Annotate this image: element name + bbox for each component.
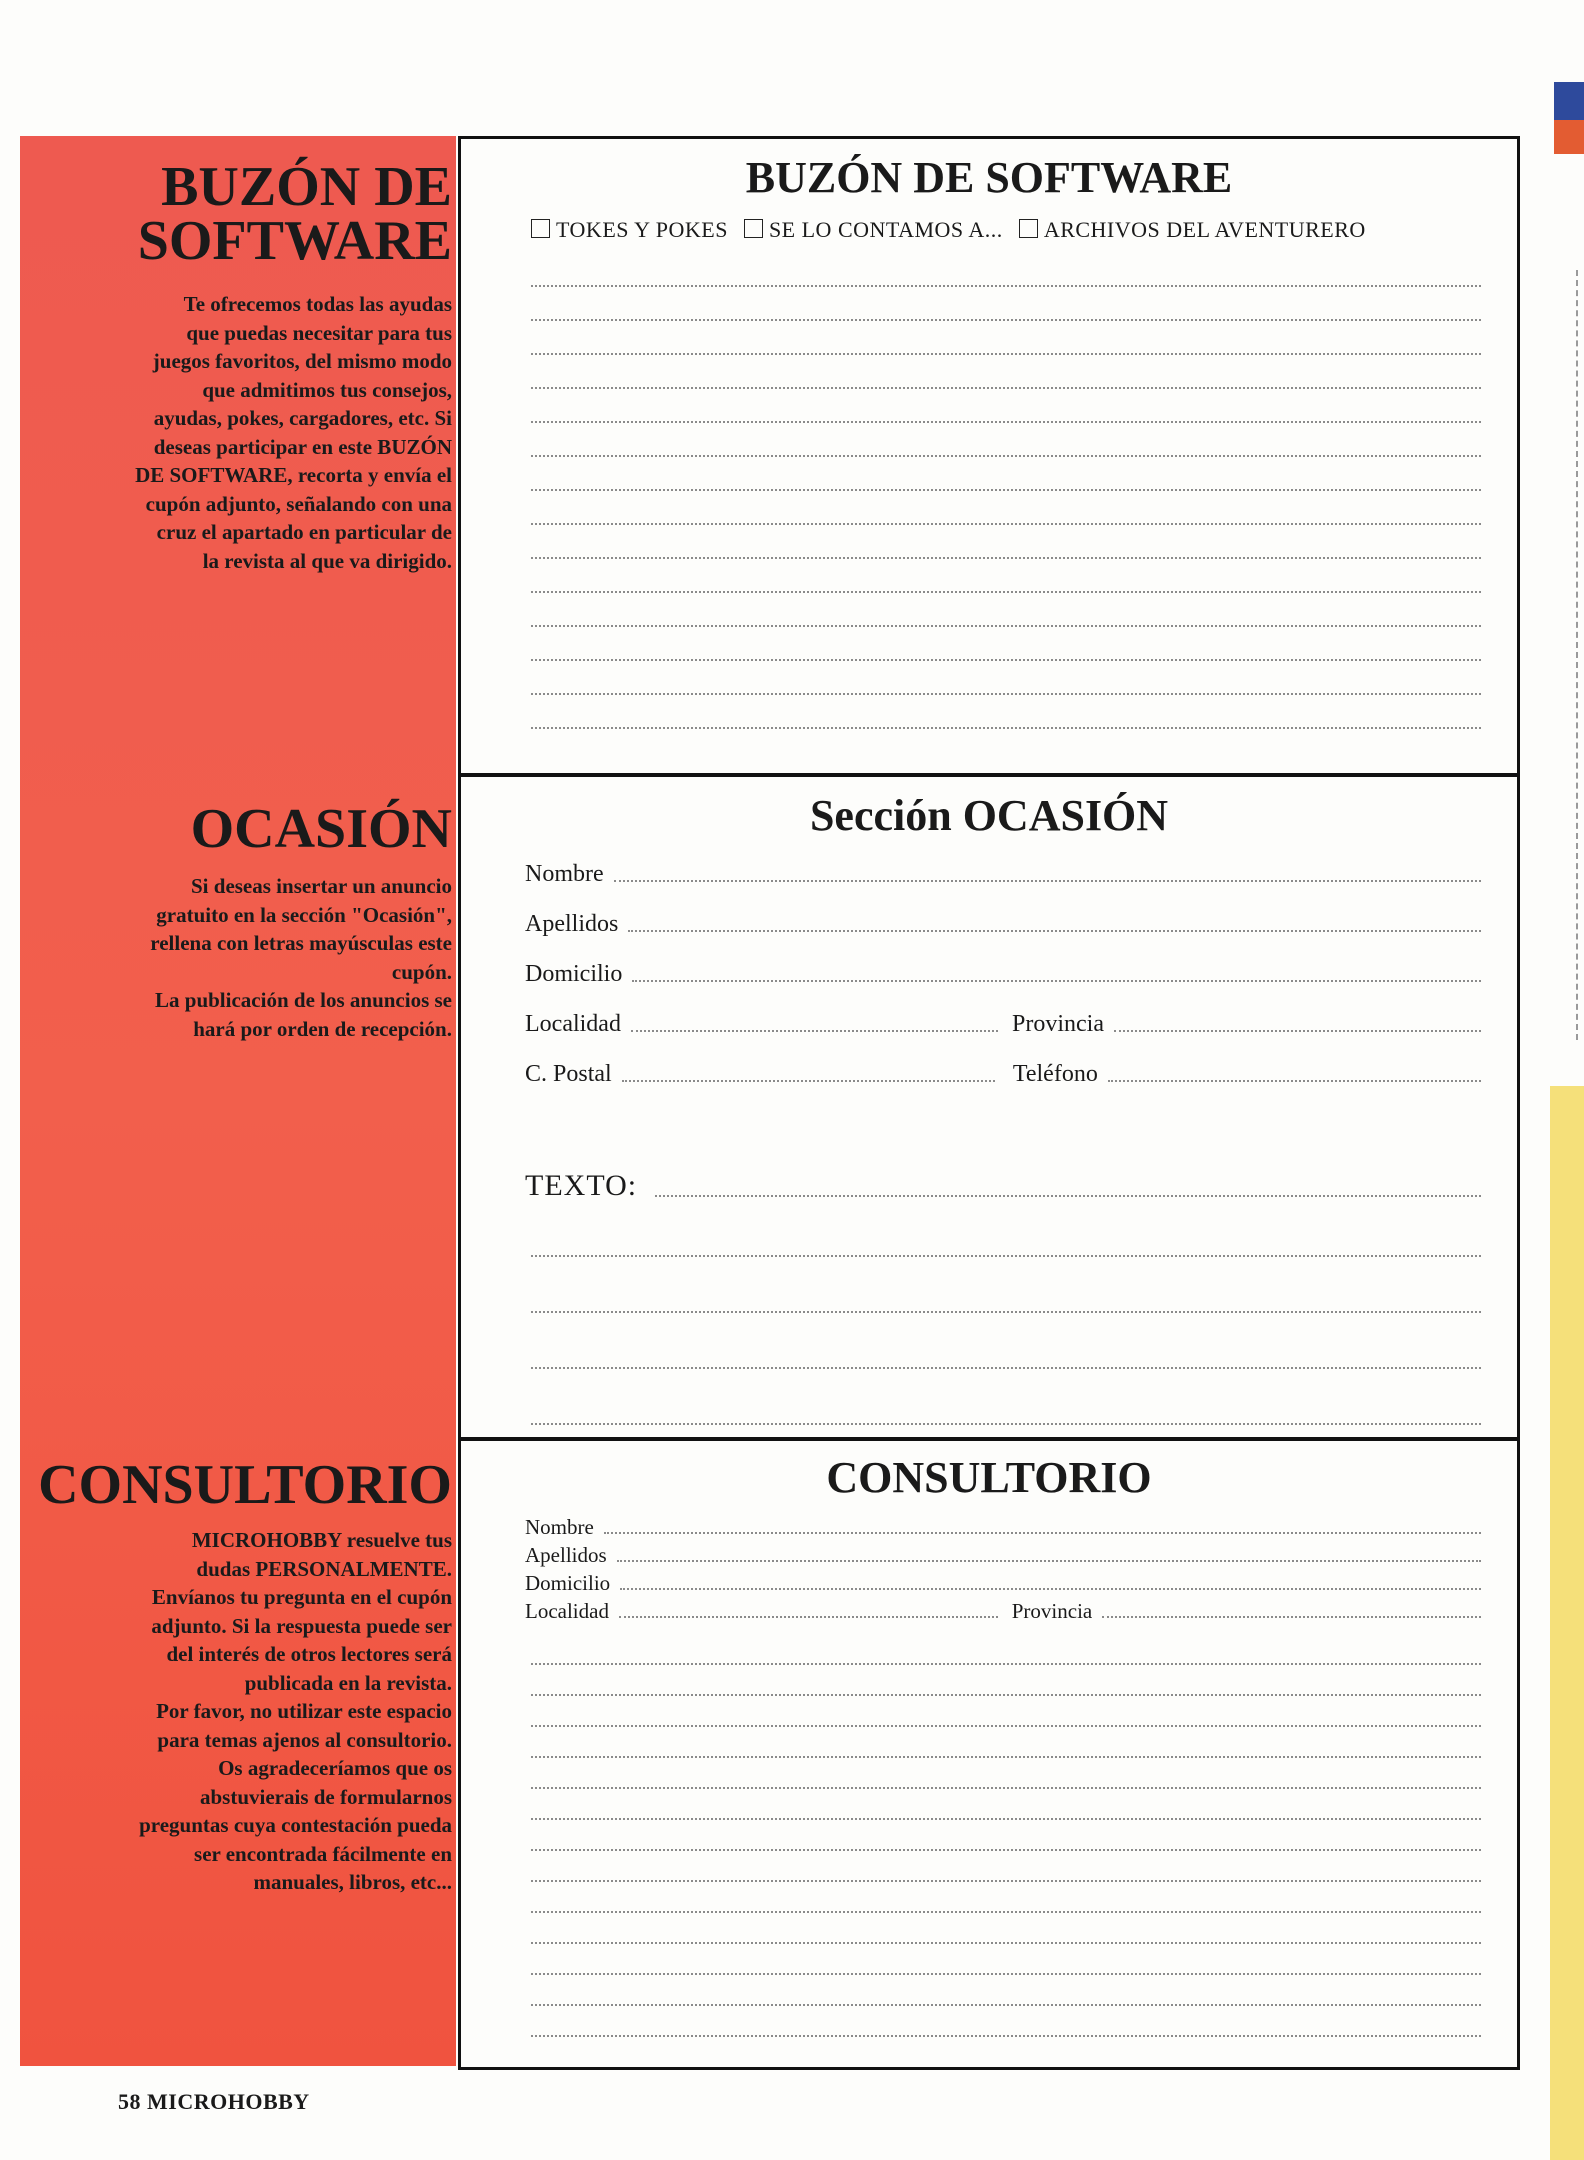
write-line[interactable]	[531, 353, 1481, 355]
archivos-aventurero-checkbox[interactable]	[1019, 219, 1038, 238]
consultorio-coupon	[458, 1438, 1520, 2070]
ocasion-description: Si deseas insertar un anuncio gratuito en la sección "Ocasión", rellena con letras mayúsculas este cupón. La publicación de los anuncios se hará por orden de recepción.	[150, 874, 452, 1041]
write-line[interactable]	[531, 489, 1481, 491]
edge-red-strip	[1554, 120, 1584, 154]
tokes-pokes-label: TOKES Y POKES	[556, 217, 728, 242]
domicilio-field[interactable]: Domicilio	[525, 1571, 1481, 1596]
buzon-coupon	[458, 136, 1520, 776]
buzon-description: Te ofrecemos todas las ayudas que puedas necesitar para tus juegos favoritos, del mismo modo que admitimos tus consejos, ayudas, pokes, cargadores, etc. Si deseas participar en este BUZÓN DE SOFTWARE, recorta y envía el cupón adjunto, señalando con una cruz el apartado en particular de la revista al que va dirigido.	[135, 292, 452, 573]
se-lo-contamos-checkbox[interactable]	[744, 219, 763, 238]
question-line[interactable]	[531, 1756, 1481, 1758]
ocasion-heading: OCASIÓN	[190, 798, 452, 860]
write-line[interactable]	[531, 421, 1481, 423]
page-footer: 58 MICROHOBBY	[118, 2089, 310, 2114]
consultorio-form-title: CONSULTORIO	[826, 1453, 1152, 1502]
left-info-panel	[20, 136, 456, 2066]
question-line[interactable]	[531, 2035, 1481, 2037]
buzon-options	[531, 217, 1366, 243]
write-line[interactable]	[531, 319, 1481, 321]
question-line[interactable]	[531, 1787, 1481, 1789]
buzon-heading: BUZÓN DE SOFTWARE	[137, 156, 452, 272]
nombre-field[interactable]: Nombre	[525, 861, 1481, 888]
edge-blue-strip	[1554, 82, 1584, 120]
question-line[interactable]	[531, 2004, 1481, 2006]
write-line[interactable]	[531, 557, 1481, 559]
question-line[interactable]	[531, 1663, 1481, 1665]
question-line[interactable]	[531, 1911, 1481, 1913]
question-line[interactable]	[531, 1973, 1481, 1975]
write-line[interactable]	[531, 387, 1481, 389]
write-line[interactable]	[531, 455, 1481, 457]
se-lo-contamos-label: SE LO CONTAMOS A...	[768, 217, 1003, 242]
question-line[interactable]	[531, 1942, 1481, 1944]
consultorio-info	[38, 1454, 456, 1897]
write-line[interactable]	[531, 591, 1481, 593]
ocasion-form-title: Sección OCASIÓN	[809, 791, 1169, 840]
localidad-provincia-field[interactable]: Localidad Provincia	[525, 1011, 1481, 1038]
edge-yellow-strip	[1550, 1086, 1584, 2160]
question-line[interactable]	[531, 1880, 1481, 1882]
buzon-info	[135, 156, 456, 575]
texto-line[interactable]	[531, 1423, 1481, 1425]
cpostal-telefono-field[interactable]: C. Postal Teléfono	[525, 1061, 1481, 1088]
archivos-aventurero-label: ARCHIVOS DEL AVENTURERO	[1043, 217, 1366, 242]
ocasion-coupon	[458, 774, 1520, 1440]
write-line[interactable]	[531, 523, 1481, 525]
write-line[interactable]	[531, 693, 1481, 695]
write-line[interactable]	[531, 285, 1481, 287]
ocasion-info	[150, 798, 456, 1043]
question-line[interactable]	[531, 1818, 1481, 1820]
apellidos-field[interactable]: Apellidos	[525, 911, 1481, 938]
question-line[interactable]	[531, 1694, 1481, 1696]
question-line[interactable]	[531, 1725, 1481, 1727]
tokes-pokes-checkbox[interactable]	[531, 219, 550, 238]
consultorio-heading: CONSULTORIO	[38, 1454, 452, 1516]
apellidos-field[interactable]: Apellidos	[525, 1543, 1481, 1568]
texto-line[interactable]	[531, 1311, 1481, 1313]
nombre-field[interactable]: Nombre	[525, 1515, 1481, 1540]
consultorio-description: MICROHOBBY resuelve tus dudas PERSONALMENTE. Envíanos tu pregunta en el cupón adjunto. Si la respuesta puede ser del interés de otros lectores será publicada en la revista. Por favor, no utilizar este espacio para temas ajenos al consultorio. Os agradeceríamos que os abstuvierais de formularnos preguntas cuya contestación pueda ser encontrada fácilmente en manuales, libros, etc...	[139, 1528, 452, 1894]
cut-line	[1576, 270, 1578, 1040]
write-line[interactable]	[531, 625, 1481, 627]
texto-line[interactable]	[531, 1255, 1481, 1257]
question-line[interactable]	[531, 1849, 1481, 1851]
texto-field[interactable]: TEXTO:	[525, 1169, 1481, 1203]
localidad-provincia-field[interactable]: Localidad Provincia	[525, 1599, 1481, 1624]
texto-line[interactable]	[531, 1367, 1481, 1369]
write-line[interactable]	[531, 727, 1481, 729]
write-line[interactable]	[531, 659, 1481, 661]
domicilio-field[interactable]: Domicilio	[525, 961, 1481, 988]
buzon-form-title: BUZÓN DE SOFTWARE	[745, 153, 1233, 202]
